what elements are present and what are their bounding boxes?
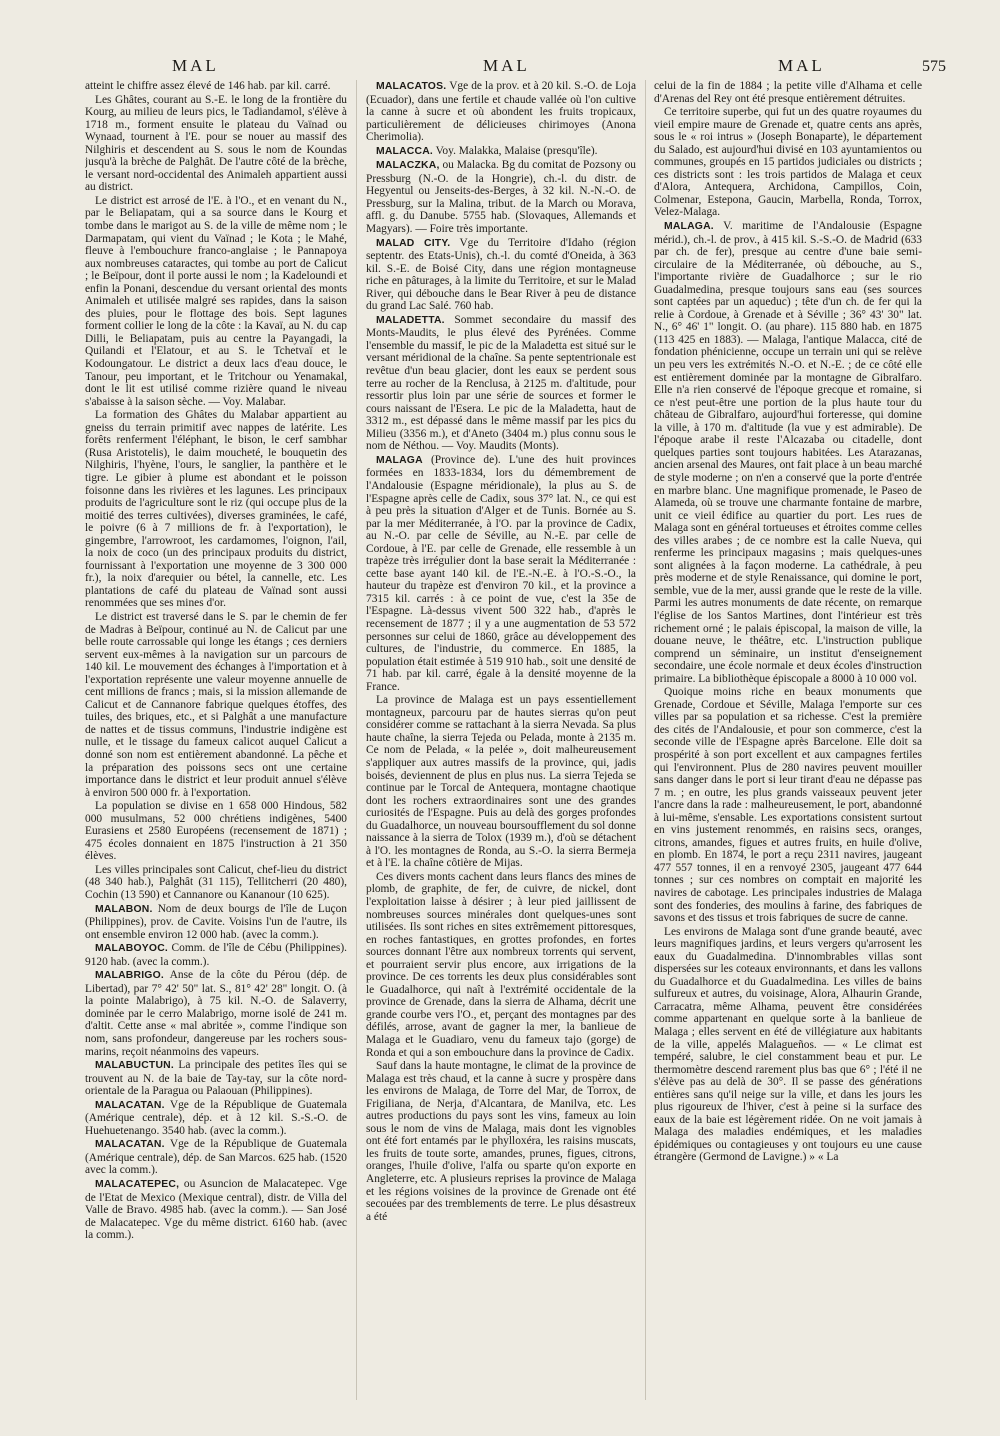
entry-text: Nom de deux bourgs de l'île de Luçon (Philippines), prov. de Cavite. Voisins l'un de l'autre, ils ont ensemble environ 12 000 hab. (avec la comm.). (85, 902, 347, 941)
page-number: 575 (922, 58, 946, 75)
entry-malacatan-1 (85, 1099, 347, 1138)
headword: MALAGA. (664, 221, 714, 233)
column-rule (356, 80, 357, 1400)
paragraph: La formation des Ghâtes du Malabar appartient au gneiss du terrain primitif avec nappes de latérite. Les forêts renferment l'éléphant, le bison, le cerf sambhar (Rusa Aristotelis), le daim moucheté, le bouquetin des Nilghiris, l'hyène, l'ours, le sanglier, la panthère et le tigre. Le gibier à plume est abondant et le poisson foisonne dans les rivières et les lagunes. Les principaux produits de l'agriculture sont le riz (qui occupe plus de la moitié des terres cultivées), diverses graminées, le café, le poivre (6 à 7 millions de fr. à l'exportation), le gingembre, l'arrowroot, les cardamomes, l'oignon, l'ail, la noix de coco (un des principaux produits du district, fournissant à l'exportation une moyenne de 3 300 000 fr.), la noix d'arequier ou bétel, la cannelle, etc. Les plantations de café du plateau de Vaïnad sont aussi renommées que ses mines d'or. (85, 409, 347, 610)
entry-text: ou Asuncion de Malacatepec. Vge de l'Etat de Mexico (Mexique central), distr. de Villa del Valle de Bravo. 4985 hab. (avec la comm.). — San José de Malacatepec. Vge du même district. 6160 hab. (avec la comm.). (85, 1178, 347, 1242)
paragraph: La population se divise en 1 658 000 Hindous, 582 000 musulmans, 52 000 chrétiens indigènes, 5400 Eurasiens et 2580 Européens (recensement de 1871) ; 475 écoles donnaient en 1875 l'instruction à 21 350 élèves. (85, 800, 347, 863)
column-3 (654, 80, 922, 1410)
paragraph: celui de la fin de 1884 ; la petite ville d'Alhama et celle d'Arenas del Rey ont été presque entièrement détruites. (654, 80, 922, 105)
entry-maladetta (366, 314, 636, 453)
headword: MALACATEPEC, (95, 1179, 180, 1191)
entry-text: V. maritime de l'Andalousie (Espagne mérid.), ch.-l. de prov., à 415 kil. S.-S.-O. de Madrid (633 par ch. de fer), presque au centre d'une baie semi-circulaire de la Méditerranée, où débouche, au S., l'importante rivière de Guadalhorce ; sur le rio Guadalmedina, presque toujours sans eau (ses sources sont captées par un aqueduc) ; tête d'un ch. de fer qui la relie à Cordoue, à Grenade et à Séville ; 36° 43' 30" lat. N., 6° 46' 1" longit. O. (au phare). 115 880 hab. en 1875 (113 425 en 1883). — Malaga, l'antique Malacca, cité de fondation phénicienne, occupe un terrain uni qui se relève un peu vers les extrémités N.-O. et N.-E. ; de ce côté elle est entièrement dominée par la montagne de Gibralfaro. Elle n'a rien conservé de l'époque grecque et romaine, si ce n'est peut-être une portion de la plus haute tour du château de Gibralfaro, aujourd'hui forteresse, qui domine la ville, à 170 m. d'altitude (la vue y est admirable). De l'époque arabe il reste l'Alcazaba ou citadelle, dont quelques parties sont toujours habitées. Les Atarazanas, ancien arsenal des Maures, ont fait place à un beau marché de style moderne ; on n'en a conservé que la porte d'entrée en marbre blanc. Une magnifique promenade, le Paseo de Alameda, où se trouve une charmante fontaine de marbre, unit ce vieil édifice au quartier du port. Les rues de Malaga sont en général tortueuses et étroites comme celles des villes arabes ; de ce nombre est la calle Nueva, qui renferme les principaux magasins ; mais quelques-unes sont alignées à la façon moderne. La cathédrale, à peu près moderne et de style Renaissance, qui domine le port, semble, vue de la mer, aussi grande que le reste de la ville. Parmi les autres monuments de date récente, on remarque l'église de los Santos Martines, dont l'intérieur est très richement orné ; le palais épiscopal, la maison de ville, la douane neuve, le théâtre, etc. L'instruction publique comprend un séminaire, un institut d'enseignement secondaire, une école normale et deux écoles d'instruction primaire. La bibliothèque épiscopale a 8000 à 10 000 vol. (654, 220, 922, 685)
entry-text: Vge du Territoire d'Idaho (région septentr. des Etats-Unis), ch.-l. du comté d'Oneida, à 363 kil. S.-E. de Boisé City, dans une région montagneuse riche en pâturages, à la limite du Territoire, et sur le Malad River, qui débouche dans le Bear River à peu de distance du grand Lac Salé. 760 hab. (366, 236, 636, 313)
headword: MALACATAN. (95, 1099, 165, 1111)
headword: MALACCA. (376, 145, 434, 157)
paragraph: La province de Malaga est un pays essentiellement montagneux, parcouru par de hautes sierras qu'on peut considérer comme se rattachant à la sierra Nevada. Sa plus haute chaîne, la sierra Tejeda ou Pelada, monte à 2135 m. Ce nom de Pelada, « la pelée », doit malheureusement s'appliquer aux autres massifs de la province, qui, jadis boisés, deviennent de plus en plus nus. La sierra Tejeda se continue par le Torcal de Antequera, montagne chaotique dont les rochers extraordinaires sont une des grandes curiosités de l'Espagne. Puis au delà des gorges profondes du Guadalhorce, un nouveau boursoufflement du sol donne naissance à la sierra de Tolox (1939 m.), d'où se détachent à l'O. les montagnes de Ronda, au S.-O. la sierra Bermeja et à l'E. la chaîne côtière de Mijas. (366, 694, 636, 870)
paragraph: Ce territoire superbe, qui fut un des quatre royaumes du vieil empire maure de Grenade et, quatre cents ans après, sous le « roi intrus » (Joseph Bonaparte), le département du Salado, est aujourd'hui divisé en 103 ayuntamientos ou communes, groupés en 15 partidos judiciales ou districts ; ces districts sont : les trois partidos de Malaga et ceux d'Alora, Antequera, Archidona, Campillos, Coin, Colmenar, Estepona, Gaucin, Marbella, Ronda, Torrox, Velez-Malaga. (654, 106, 922, 219)
entry-text: (Province de). L'une des huit provinces formées en 1833-1834, lors du démembrement de l'Andalousie (Espagne méridionale), la plus au S. de l'Espagne après celle de Cadix, sous 37° lat. N., ce qui est à peu près la situation d'Alger et de Tunis. Bornée au S. par la mer Méditerranée, à l'O. par la province de Cadix, au N.-O. par celle de Séville, au N.-E. par celle de Cordoue, à l'E. par celle de Grenade, elle ressemble à un trapèze très irrégulier dont la base serait la Méditerranée : cette base ayant 140 kil. de l'E.-N.-E. à l'O.-S.-O., la hauteur du trapèze est d'environ 70 kil., et la province a 7315 kil. carrés : à ce point de vue, c'est la 35e de l'Espagne. Là-dessus vivent 500 322 hab., d'après le recensement de 1877 ; il y a une augmentation de 53 572 personnes sur celui de 1860, grâce au développement des cultures, de l'industrie, du commerce. En 1885, la population était estimée à 519 910 hab., soit une densité de 71 hab. par kil. carré, égale à la densité moyenne de la France. (366, 453, 636, 693)
entry-text: Comm. de l'île de Cébu (Philippines). 9120 hab. (avec la comm.). (85, 942, 347, 968)
entry-malaga-city (654, 220, 922, 685)
entry-malacatepec (85, 1178, 347, 1242)
entry-malabuctun (85, 1059, 347, 1098)
paragraph: Le district est arrosé de l'E. à l'O., et en venant du N., par le Beliapatam, qui a sa source dans le Kourg et tombe dans le marigot au S. de la ville de même nom ; le Darmapatam, qui vient du Vaïnad ; le Kota ; le Mahé, fleuve à l'embouchure franco-anglaise ; le Pannapoya aux nombreuses cataractes, qui tombe au port de Calicut ; le Beïpour, dont il porte aussi le nom ; la Kadeloundi et enfin la Ponani, descendue du versant oriental des monts Animaleh et utilisée malgré ses rapides, dans la saison des pluies, pour le flottage des bois. Sept lagunes forment collier le long de la côte : la Kavaï, au N. du cap Dilli, le Beliapatam, puis au centre la Payangadi, la Quilandi et l'Elatour, et au S. le Tchetvaï et le Kodoungatour. Le district a deux lacs d'eau douce, le Tanour, peu important, et le Tritchour ou Yenamakal, dont le lit est utilisé comme rizière quand le niveau s'abaisse à la saison sèche. — Voy. Malabar. (85, 194, 347, 408)
running-head-left: MAL (172, 56, 219, 75)
paragraph: Sauf dans la haute montagne, le climat de la province de Malaga est très chaud, et la canne à sucre y prospère dans les environs de Malaga, de Torre del Mar, de Torrox, de Frigiliana, de Nerja, d'Alcantara, de Manilva, etc. Les autres productions du pays sont les vins, fameux au loin sous le nom de vins de Malaga, mais dont les vignobles ont été fort entamés par le phylloxéra, les raisins muscats, les fruits de toute sorte, amandes, prunes, figues, citrons, oranges, l'huile d'olive, l'alfa ou sparte qu'on exporte en Angleterre, etc. A plusieurs reprises la province de Malaga et les régions voisines de la province de Grenade ont été secouées par des tremblements de terre. Le plus désastreux a été (366, 1060, 636, 1223)
paragraph: Quoique moins riche en beaux monuments que Grenade, Cordoue et Séville, Malaga l'emporte sur ces villes par sa population et sa richesse. C'est la première des cités de l'Andalousie, et pour son commerce, c'est la seconde ville de l'Espagne après Barcelone. Elle doit sa prospérité à son port excellent et aux campagnes fertiles qui l'environnent. Plus de 280 navires peuvent mouiller sans danger dans le port si leur tirant d'eau ne dépasse pas 7 m. ; en outre, les plus grands vaisseaux peuvent jeter l'ancre dans la rade : malheureusement, le port, abandonné à lui-même, s'ensable. Les exportations consistent surtout en vins justement renommés, en raisins secs, oranges, citrons, amandes, figues et autres fruits, en huile d'olive, en plomb. En 1874, le port a reçu 2311 navires, jaugeant 477 557 tonnes, il en a renvoyé 2305, jaugeant 477 644 tonnes ; sur ces nombres on comptait en majorité les navires de cabotage. Les principales industries de Malaga sont des fonderies, des moulins à farine, des fabriques de savons et des tissus et trois fabriques de sucre de canne. (654, 686, 922, 925)
entry-text: La principale des petites îles qui se trouvent au N. de la baie de Tay-tay, sur la côte nord-orientale de la Paragua ou Palaouan (Philippines). (85, 1059, 347, 1098)
headword: MALABOYOC. (95, 943, 168, 955)
entry-malad-city (366, 237, 636, 313)
column-1 (85, 80, 347, 1410)
entry-text: Vge de la République de Guatemala (Amérique centrale), dép. de San Marcos. 625 hab. (1520 avec la comm.). (85, 1138, 347, 1177)
paragraph: Ces divers monts cachent dans leurs flancs des mines de plomb, de graphite, de fer, de cuivre, de nickel, dont l'exploitation laisse à désirer ; à leur pied jaillissent de nombreuses sources minérales dont quelques-unes sont utilisées. Ils sont riches en sites extrêmement pittoresques, en roches fantastiques, en grottes profondes, en fortes sources donnant l'être aux nombreux torrents qui servent, et pourraient servir plus encore, aux irrigations de la province. De ces torrents les deux plus considérables sont le Guadalhorce, qui naît à l'extrémité occidentale de la province de Grenade, dans la sierra de Alhama, décrit une grande courbe vers l'O., et, perçant des montagnes par des défilés, arrose, avant de gagner la mer, la banlieue de Malaga et le Guadiaro, venu du fameux tajo (gorge) de Ronda et qui a son embouchure dans la province de Cadix. (366, 870, 636, 1059)
entry-text: Voy. Malakka, Malaise (presqu'île). (435, 144, 598, 157)
headword: MALABUCTUN. (95, 1060, 174, 1072)
headword: MALAD CITY. (376, 237, 451, 249)
headword: MALACATAN. (95, 1139, 165, 1151)
entry-text: Vge de la République de Guatemala (Amérique centrale), dép. et à 12 kil. S.-S.-O. de Huehuetenango. 3540 hab. (avec la comm.). (85, 1098, 347, 1137)
column-2 (366, 80, 636, 1410)
entry-malaczka (366, 159, 636, 235)
headword: MALACATOS. (376, 81, 447, 92)
paragraph: Les Ghâtes, courant au S.-E. le long de la frontière du Kourg, au milieu de leurs pics, le Tadiandamol, s'élève à 1718 m., forment ensuite le plateau du Vaïnad ou Wynaad, tournent à l'E. pour se nouer au massif des Nilghiris et descendent au S. sous le nom de Koundas jusqu'à la brèche de Palghât. De l'autre côté de la brèche, le versant nord-occidental des Animaleh appartient aussi au district. (85, 93, 347, 194)
entry-malabon (85, 903, 347, 942)
entry-text: Vge de la prov. et à 20 kil. S.-O. de Loja (Ecuador), dans une fertile et chaude vallée où l'on cultive la canne à sucre et où abondent les fruits tropicaux, particulièrement de délicieuses chirimoyes (Anona Cherimolia). (366, 80, 636, 144)
paragraph: atteint le chiffre assez élevé de 146 hab. par kil. carré. (85, 80, 331, 92)
entry-malacatan-2 (85, 1138, 347, 1177)
entry-malaboyoc (85, 942, 347, 968)
entry-malaga-province (366, 454, 636, 693)
headword: MALABRIGO. (95, 970, 164, 982)
paragraph: Les villes principales sont Calicut, chef-lieu du district (48 340 hab.), Palghât (31 115), Tellitcherri (20 480), Cochin (13 590) et Cannanore ou Kananour (10 625). (85, 863, 347, 901)
entry-text: Anse de la côte du Pérou (dép. de Libertad), par 7° 42' 50" lat. S., 81° 42' 28" longit. O. (à la pointe Malabrigo), à 75 kil. N.-O. de Salaverry, dominée par le cerro Malabrigo, morne isolé de 241 m. d'altit. Cette anse « mal abritée », comme l'indique son nom, sans profondeur, dangereuse par les rochers sous-marins, reçoit néanmoins des vapeurs. (85, 969, 347, 1058)
running-head-right: MAL (778, 56, 825, 75)
entry-text: Sommet secondaire du massif des Monts-Maudits, le plus élevé des Pyrénées. Comme l'ensemble du massif, le pic de la Maladetta est situé sur le versant méridional de la chaîne. Sa pente septentrionale est revêtue d'un beau glacier, dont les eaux se perdent sous terre au rocher de la Renclusa, à 2125 m. d'altitude, pour ressortir plus loin par une série de sources et former le cours naissant de l'Esera. Le pic de la Maladetta, haut de 3312 m., est dépassé dans le même massif par les pics du Milieu (3356 m.), et d'Aneto (3404 m.) plus connu sous le nom de Néthou. — Voy. Maudits (Monts). (366, 313, 636, 453)
entry-malabrigo (85, 969, 347, 1058)
paragraph: Les environs de Malaga sont d'une grande beauté, avec leurs magnifiques jardins, et leurs vergers qu'arrosent les eaux du Guadalmedina. D'innombrables villas sont dispersées sur les coteaux environnants, et dans les vallons du Guadalhorce et du Guadalmedina. Les villes de bains sulfureux et autres, du voisinage, Alora, Alhaurin Grande, Carracatra, même Alhama, peuvent être considérées comme appartenant en quelque sorte à la banlieue de Malaga ; elles servent en été de villégiature aux habitants de la ville, appelés Malagueños. — « Le climat est tempéré, salubre, le ciel constamment beau et pur. Le thermomètre descend rarement plus bas que 6° ; l'été il ne s'élève pas au delà de 30°. Il se passe des générations entières sans qu'il neige sur la ville, et dans les jours les plus rigoureux de l'hiver, c'est à peine si la surface des eaux de la baie est légèrement ridée. On ne voit jamais à Malaga des maladies endémiques, et les maladies épidémiques ou contagieuses y ont toujours eu une cause étrangère (Germond de Lavigne.) » « La (654, 925, 922, 1164)
headword: MALADETTA. (376, 314, 445, 326)
headword: MALABON. (95, 903, 153, 915)
running-head-center: MAL (483, 56, 530, 75)
entry-malacca (366, 145, 636, 159)
column-rule (645, 80, 646, 1400)
headword: MALACZKA, (376, 160, 440, 172)
headword: MALAGA (376, 454, 423, 466)
paragraph: Le district est traversé dans le S. par le chemin de fer de Madras à Beïpour, continué au N. de Calicut par une belle route carrossable qui longe les étangs ; ces derniers servent eux-mêmes à la navigation sur un parcours de 140 kil. Le mouvement des échanges à l'importation et à l'exportation représente une valeur moyenne annuelle de cent millions de francs ; mais, si la mission allemande de Calicut et de Cannanore fabrique quelques étoffes, des tuiles, des briques, etc., et si Palghât a une manufacture de nattes et de tissus communs, l'industrie indigène est nulle, et le tissage du fameux calicot auquel Calicut a donné son nom est entièrement abandonné. La pêche et la préparation des poissons secs ont une certaine importance dans le district et leur produit annuel s'élève à environ 500 000 fr. à l'exportation. (85, 610, 347, 799)
entry-text: ou Malacka. Bg du comitat de Pozsony ou Pressburg (N.-O. de la Hongrie), ch.-l. du distr. de Hegyentul ou Jenseits-des-Berges, à 32 kil. N.-N.-O. de Pressburg, sur la Malina, tribut. de la March ou Morava, affl. g. du Danube. 5755 hab. (Slovaques, Allemands et Magyars). — Foire très importante. (366, 159, 636, 236)
entry-malacatos (366, 80, 636, 144)
